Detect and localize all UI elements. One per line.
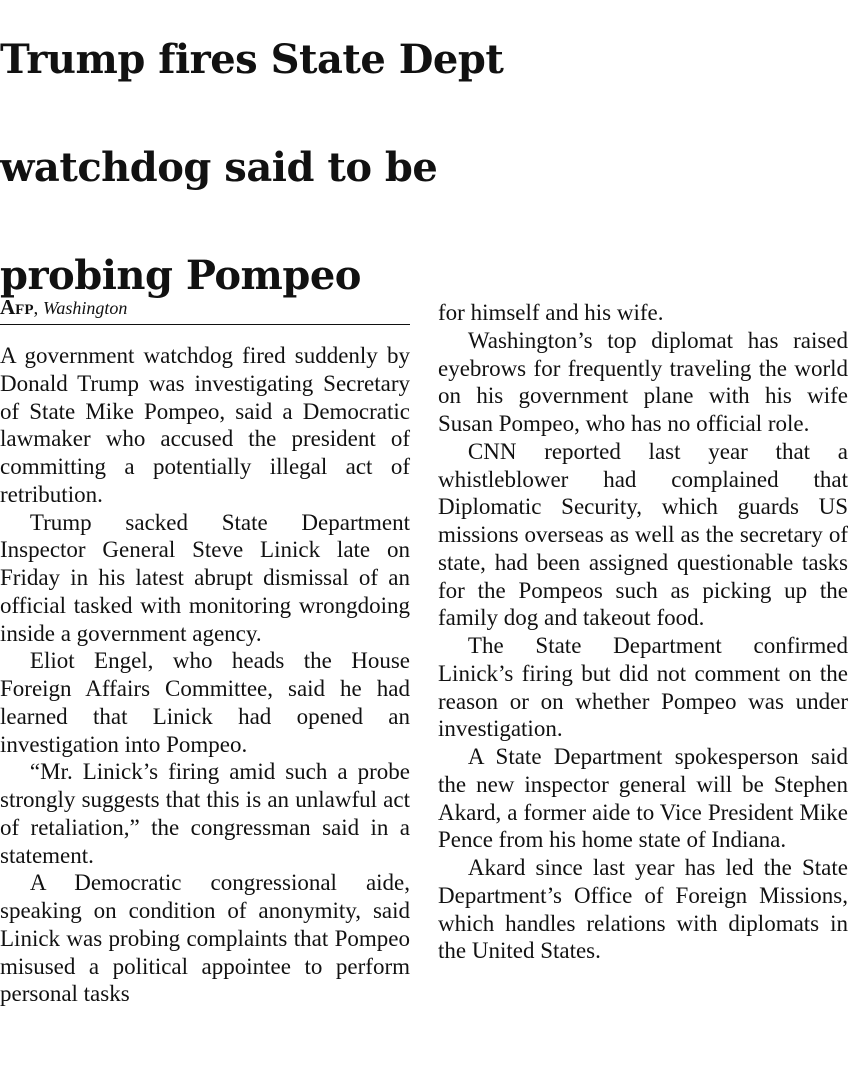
paragraph: “Mr. Linick’s firing amid such a probe strongly suggests that this is an unlawful act of retaliation,” the congressman said in a statement. [0,759,410,868]
paragraph: Washington’s top diplomat has raised eyebrows for frequently traveling the world on his government plane with his wife Susan Pompeo, who has no official role. [438,327,848,436]
headline-line-3: probing Pompeo [0,252,361,299]
paragraph: The State Department confirmed Linick’s firing but did not comment on the reason or on whether Pompeo was under investigation. [438,633,848,742]
article-column-left [0,342,410,1008]
paragraph: Eliot Engel, who heads the House Foreign Affairs Committee, said he had learned that Linick had opened an investigation into Pompeo. [0,648,410,757]
paragraph: Akard since last year has led the State Department’s Office of Foreign Missions, which handles relations with diplomats in the United States. [438,855,848,964]
byline-separator: , [33,298,39,319]
headline-line-2: watchdog said to be [0,144,438,191]
headline [0,6,848,330]
byline [0,294,410,325]
paragraph: A Democratic congressional aide, speaking on condition of anonymity, said Linick was probing complaints that Pompeo misused a political appointee to perform personal tasks [0,870,410,1007]
byline-source: Afp [0,295,34,319]
paragraph: CNN reported last year that a whistleblower had complained that Diplomatic Security, which guards US missions overseas as well as the secretary of state, had been assigned questionable tasks for the Pompeos such as picking up the family dog and takeout food. [438,438,848,631]
paragraph: A government watchdog fired suddenly by Donald Trump was investigating Secretary of State Mike Pompeo, said a Democratic lawmaker who accused the president of committing a potentially illegal act of retribution. [0,343,410,507]
byline-location: Washington [43,298,128,318]
paragraph: A State Department spokesperson said the new inspector general will be Stephen Akard, a former aide to Vice President Mike Pence from his home state of Indiana. [438,744,848,853]
article-column-right [438,299,848,965]
headline-line-1: Trump fires State Dept [0,36,504,83]
paragraph-continued: for himself and his wife. [438,300,664,325]
paragraph: Trump sacked State Department Inspector General Steve Linick late on Friday in his latest abrupt dismissal of an official tasked with monitoring wrongdoing inside a government agency. [0,509,410,646]
